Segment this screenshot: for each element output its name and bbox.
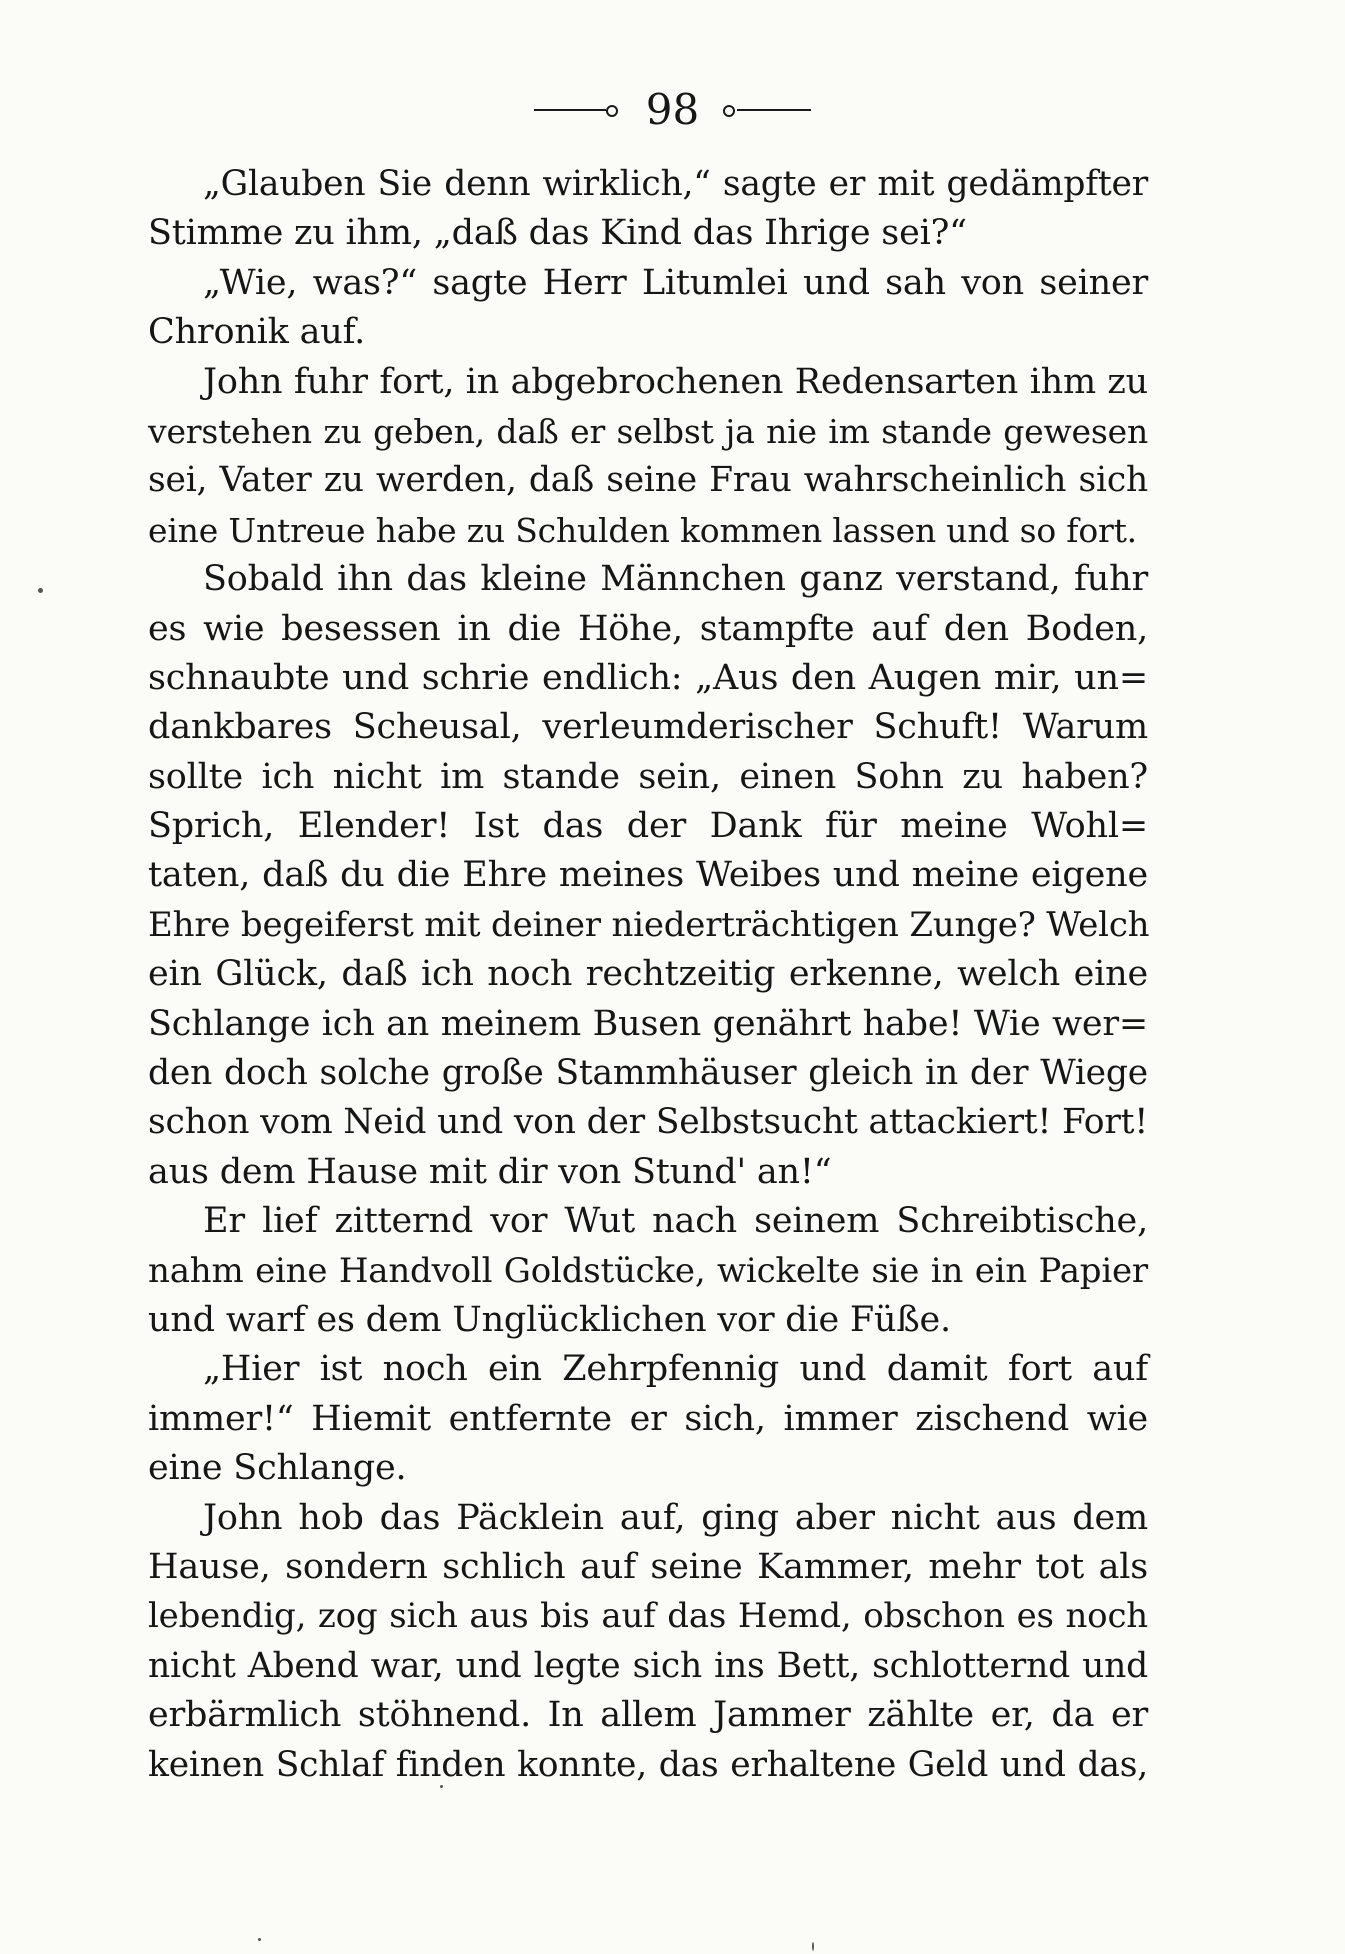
paragraph — [148, 358, 1148, 556]
scan-speck — [812, 1942, 814, 1951]
text-line: John hob das Päcklein auf, ging aber nicht aus dem — [203, 1497, 1148, 1538]
text-line: dankbares Scheusal, verleumderischer Schuft! Warum — [148, 707, 1148, 748]
text-line: immer!“ Hiemit entfernte er sich, immer zischend wie — [148, 1398, 1148, 1439]
text-line: John fuhr fort, in abgebrochenen Redensarten ihm zu — [203, 361, 1148, 402]
page-number: 98 — [645, 85, 700, 134]
paragraph — [148, 259, 1148, 358]
scan-speck — [440, 1785, 443, 1788]
text-line: Sprich, Elender! Ist das der Dank für meine Wohl= — [148, 806, 1148, 847]
text-line: sei, Vater zu werden, daß seine Frau wahrscheinlich sich — [148, 460, 1148, 501]
text-line: Ehre begeiferst mit deiner niederträchtigen Zunge? Welch — [148, 904, 1150, 945]
text-line: „Glauben Sie denn wirklich,“ sagte er mit gedämpfter — [203, 164, 1148, 204]
text-line: Hause, sondern schlich auf seine Kammer, mehr tot als — [148, 1546, 1148, 1587]
paragraph — [148, 1197, 1148, 1345]
text-line: Er lief zitternd vor Wut nach seinem Schreibtische, — [203, 1201, 1148, 1242]
text-line: Schlange ich an meinem Busen genährt habe! Wie wer= — [148, 1003, 1148, 1044]
paragraph — [148, 1494, 1148, 1790]
text-line: Sobald ihn das kleine Männchen ganz verstand, fuhr — [203, 559, 1148, 600]
text-line: sollte ich nicht im stande sein, einen Sohn zu haben? — [148, 756, 1148, 797]
text-line: eine Untreue habe zu Schulden kommen lassen und so fort. — [148, 510, 1137, 550]
paragraph — [148, 1345, 1148, 1493]
text-line: verstehen zu geben, daß er selbst ja nie im stande gewesen — [148, 411, 1148, 451]
text-line: aus dem Hause mit dir von Stund' an!“ — [148, 1151, 832, 1192]
text-line: und warf es dem Unglücklichen vor die Füße. — [148, 1299, 951, 1340]
paragraph — [148, 555, 1148, 1197]
right-ornament-rule — [723, 103, 811, 117]
text-line: schon vom Neid und von der Selbstsucht attackiert! Fort! — [148, 1102, 1148, 1143]
text-line: Chronik auf. — [148, 312, 366, 353]
text-line: nicht Abend war, und legte sich ins Bett, schlotternd und — [148, 1645, 1148, 1686]
text-line: ein Glück, daß ich noch rechtzeitig erkenne, welch eine — [148, 954, 1148, 995]
text-line: schnaubte und schrie endlich: „Aus den Augen mir, un= — [148, 657, 1148, 698]
text-line: den doch solche große Stammhäuser gleich in der Wiege — [148, 1053, 1148, 1094]
scan-speck — [258, 1938, 261, 1941]
page-header — [0, 84, 1345, 136]
text-line: eine Schlange. — [148, 1448, 407, 1489]
body-text — [148, 160, 1148, 1790]
text-line: Stimme zu ihm, „daß das Kind das Ihrige sei?“ — [148, 213, 967, 254]
left-ornament-rule — [534, 103, 622, 117]
text-line: lebendig, zog sich aus bis auf das Hemd, obschon es noch — [148, 1596, 1148, 1637]
text-line: „Hier ist noch ein Zehrpfennig und damit fort auf — [203, 1349, 1148, 1390]
text-line: keinen Schlaf finden konnte, das erhaltene Geld und das, — [148, 1744, 1148, 1785]
paragraph — [148, 160, 1148, 259]
text-line: nahm eine Handvoll Goldstücke, wickelte sie in ein Papier — [148, 1250, 1148, 1291]
text-line: taten, daß du die Ehre meines Weibes und meine eigene — [148, 855, 1148, 896]
text-line: „Wie, was?“ sagte Herr Litumlei und sah von seiner — [203, 262, 1148, 303]
scan-speck — [38, 588, 43, 593]
text-line: erbärmlich stöhnend. In allem Jammer zählte er, da er — [148, 1695, 1148, 1736]
text-line: es wie besessen in die Höhe, stampfte auf den Boden, — [148, 608, 1148, 649]
